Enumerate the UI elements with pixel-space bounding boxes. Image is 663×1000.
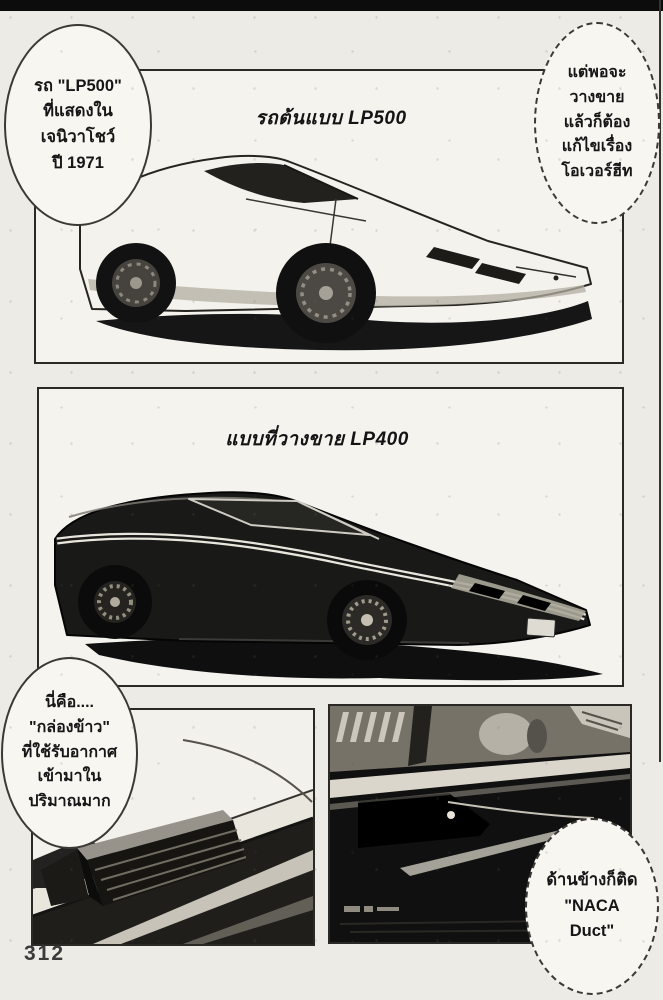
speech-line: เจนิวาโชว์ [40, 128, 116, 146]
speech-line: ปริมาณมาก [28, 793, 111, 811]
speech-line: ด้านข้างก็ติด [546, 871, 638, 890]
speech-line: ที่ใช้รับอากาศ [21, 743, 118, 761]
speech-text [22, 691, 117, 815]
speech-bubble-top-right [534, 22, 660, 224]
page-number: 312 [24, 942, 66, 965]
speech-bubble-top-left [4, 24, 152, 226]
speech-line: ที่แสดงใน [43, 102, 113, 121]
speech-line: เข้ามาใน [37, 768, 102, 786]
speech-line: "กล่องข้าว" [28, 718, 110, 736]
caption-lp400: แบบที่วางขาย LP400 [225, 429, 409, 450]
speech-text [34, 74, 122, 176]
speech-line: วางขาย [569, 88, 625, 106]
speech-line: Duct" [569, 922, 615, 941]
speech-line: รถ "LP500" [34, 76, 122, 95]
caption-lp500: รถต้นแบบ LP500 [255, 108, 407, 129]
speech-bubble-bottom-left [1, 657, 138, 849]
speech-line: โอเวอร์ฮีท [561, 163, 633, 181]
speech-line: นี่คือ.... [44, 694, 94, 711]
speech-text [546, 868, 637, 945]
speech-line: "NACA [564, 896, 620, 915]
speech-line: ปี 1971 [52, 153, 104, 172]
page-top-black-bar [0, 0, 663, 11]
speech-line: แล้วก็ต้อง [563, 113, 631, 131]
speech-line: แต่พอจะ [567, 64, 627, 81]
speech-bubble-bottom-right [525, 818, 659, 995]
speech-text [561, 61, 632, 185]
speech-line: แก้ไขเรื่อง [561, 138, 633, 156]
